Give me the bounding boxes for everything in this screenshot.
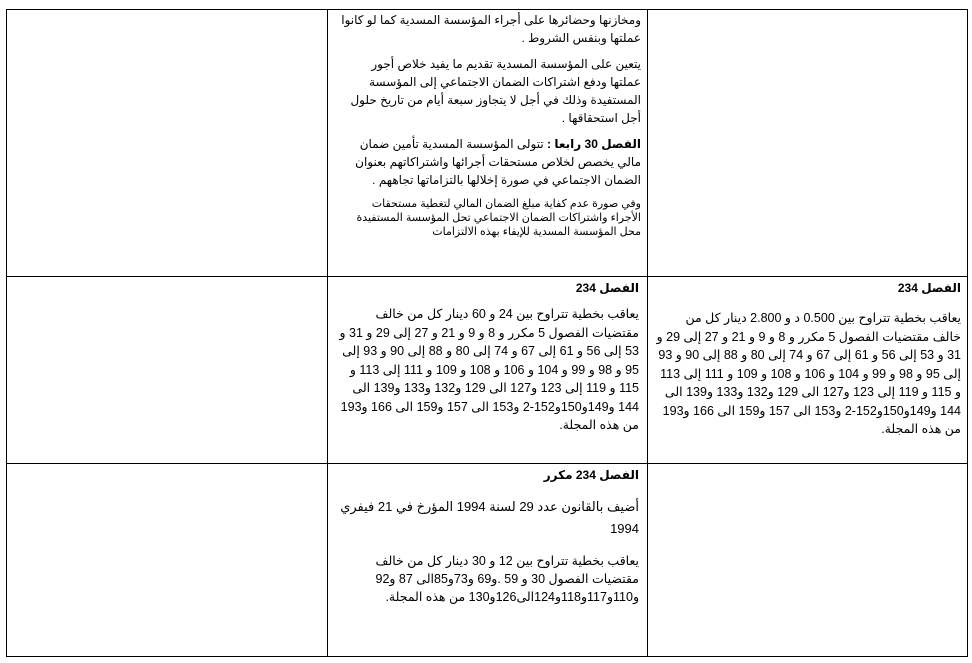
- paragraph: ومخازنها وحضائرها على أجراء المؤسسة المسدية كما لو كانوا عملتها وبنفس الشروط .: [341, 13, 641, 45]
- row-divider-2: [6, 463, 968, 464]
- row-divider-1: [6, 276, 968, 277]
- row3-middle-cell: [331, 466, 643, 606]
- row2-middle-cell: [331, 279, 643, 435]
- amendment-note: أضيف بالقانون عدد 29 لسنة 1994 المؤرخ في 21 فيفري 1994: [340, 499, 639, 536]
- article-text: يعاقب بخطية تتراوح بين 24 و 60 دينار كل من خالف مقتضيات الفصول 5 مكرر و 8 و 9 و 21 و 27 إلى 29 و 31 و 53 إلى 56 و 61 إلى 67 و 74 إلى 80 و 88 إلى 90 و 93 إلى 95 و 98 و 99 و 104 و 106 و 108 و 109 و 111 إلى 113 و 115 و 119 إلى 123 و127 الى 129 و132 و133 و139 الى 144 و149و150و152-2 و153 الى 157 و159 الى 166 و193 من هذه المجلة.: [339, 307, 639, 432]
- paragraph: وفي صورة عدم كفاية مبلغ الضمان المالي لتغطية مستحقات الأجراء واشتراكات الضمان الاجتماعي تحل المؤسسة المستفيدة محل المؤسسة المسدية للإيفاء بهذه الالتزامات: [356, 198, 641, 238]
- comparison-table: [6, 9, 968, 657]
- article-heading: الفصل 234 مكرر: [543, 468, 639, 482]
- row2-right-cell: [651, 279, 965, 439]
- column-divider-2: [647, 9, 648, 657]
- article-heading: الفصل 234: [897, 281, 961, 295]
- column-divider-1: [327, 9, 328, 657]
- paragraph: يتعين على المؤسسة المسدية تقديم ما يفيد خلاص أجور عملتها ودفع اشتراكات الضمان الاجتماعي إلى المؤسسة المستفيدة وذلك في أجل لا يتجاوز سبعة أيام من تاريخ حلول أجل استحقاقها .: [350, 57, 641, 125]
- article-heading: الفصل 234: [575, 281, 639, 295]
- article-text: يعاقب بخطية تتراوح بين 0.500 د و 2.800 دينار كل من خالف مقتضيات الفصول 5 مكرر و 8 و 9 و 21 و 27 إلى 29 و 31 و 53 إلى 56 و 61 إلى 67 و 74 إلى 80 و 88 إلى 90 و 93 إلى 95 و 98 و 99 و 104 و 106 و 108 و 109 و 111 إلى 113 و 115 و 119 إلى 123 و127 الى 129 و132 و133 و139 الى 144 و149و150و152-2 و153 الى 157 و159 الى 166 و193 من هذه المجلة.: [656, 311, 961, 436]
- table-border-left: [6, 9, 7, 657]
- article-text: تتولى المؤسسة المسدية تأمين ضمان مالي يخصص لخلاص مستحقات أجرائها واشتراكاتهم بعنوان الضمان الاجتماعي في صورة إخلالها بالتزاماتها تجاههم .: [355, 137, 641, 187]
- article-heading: الفصل 30 رابعا :: [547, 137, 641, 151]
- paragraph: [339, 135, 641, 189]
- table-border-right: [967, 9, 968, 657]
- row1-middle-cell: [331, 11, 643, 239]
- article-text: يعاقب بخطية تتراوح بين 12 و 30 دينار كل من خالف مقتضيات الفصول 30 و 59 .و69 و73و85الى 87 و92 و110و117و118و124الى126و130 من هذه المجلة.: [375, 554, 639, 604]
- table-border-top: [6, 9, 968, 10]
- table-border-bottom: [6, 656, 968, 657]
